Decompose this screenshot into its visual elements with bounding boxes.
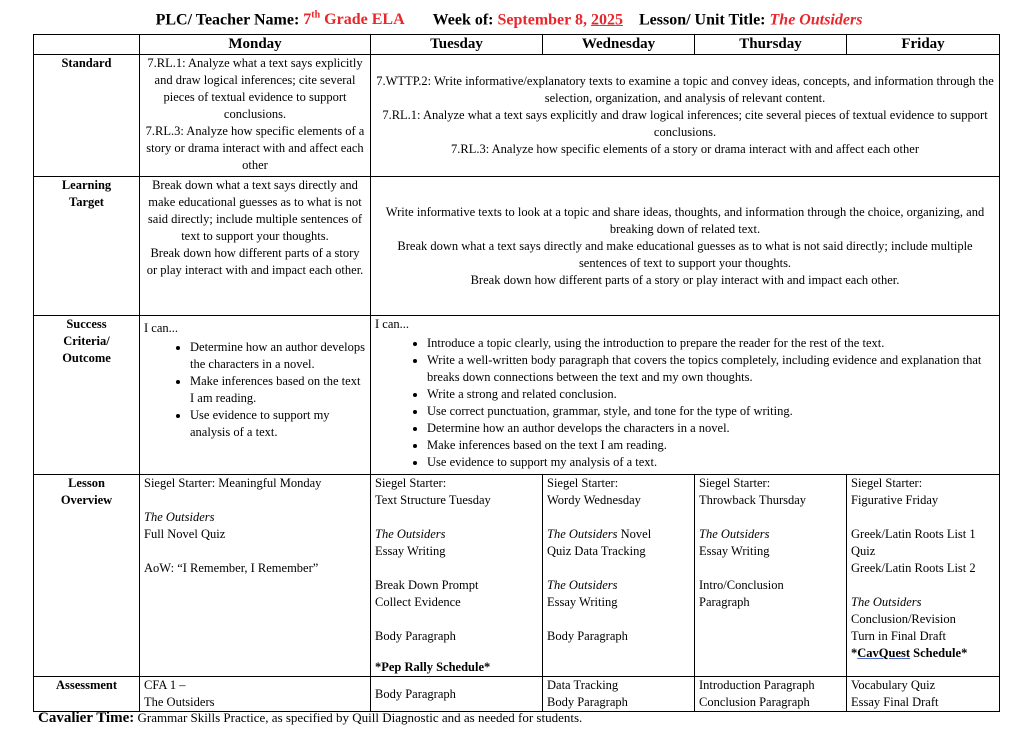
unit-label: Lesson/ Unit Title: (638, 11, 770, 29)
lesson-friday: Siegel Starter: Figurative Friday Greek/Latin Roots List 1 Quiz Greek/Latin Roots List 2 The Outsiders Conclusion/Revision Turn in Final Draft *CavQuest Schedule* (847, 475, 1000, 677)
corner-cell (34, 35, 140, 55)
teacher-label: PLC/ Teacher Name: (155, 11, 304, 29)
cavalier-time-text: Grammar Skills Practice, as specified by Quill Diagnostic and as needed for students. (134, 710, 583, 725)
day-header-friday: Friday (847, 35, 1000, 55)
assessment-wednesday: Data Tracking Body Paragraph (543, 677, 695, 712)
success-criteria-rest-of-week: I can... • Introduce a topic clearly, using the introduction to prepare the reader for the rest of the text. • Write a well-written body paragraph that covers the topics completely, including evidence and explanation that breaks down connections between the text and my own thoughts. • Write a strong and related conclusion. • Use correct punctuation, grammar, style, and tone for the type of writing. • Determine how an author develops the characters in a novel. • Make inferences based on the text I am reading. • Use evidence to support my analysis of a text. (371, 316, 1000, 475)
lesson-wednesday: Siegel Starter: Wordy Wednesday The Outsiders Novel Quiz Data Tracking The Outsiders Essay Writing Body Paragraph (543, 475, 695, 677)
lesson-thursday: Siegel Starter: Throwback Thursday The Outsiders Essay Writing Intro/Conclusion Paragraph (695, 475, 847, 677)
lesson-tuesday: Siegel Starter: Text Structure Tuesday The Outsiders Essay Writing Break Down Prompt Collect Evidence Body Paragraph *Pep Rally Schedule* (371, 475, 543, 677)
success-criteria-monday: I can... • Determine how an author develops the characters in a novel. • Make inferences based on the text I am reading. • Use evidence to support my analysis of a text. (140, 316, 371, 475)
day-header-wednesday: Wednesday (543, 35, 695, 55)
pep-rally-note: *Pep Rally Schedule* (375, 660, 491, 674)
list-item: • Determine how an author develops the characters in a novel. (427, 420, 995, 437)
list-item: • Write a strong and related conclusion. (427, 386, 995, 403)
lesson-monday: Siegel Starter: Meaningful Monday The Outsiders Full Novel Quiz AoW: “I Remember, I Remember” (140, 475, 371, 677)
week-label: Week of: (432, 11, 498, 29)
assessment-monday: CFA 1 – The Outsiders (140, 677, 371, 712)
row-label-success-criteria: Success Criteria/ Outcome (34, 316, 140, 475)
day-header-tuesday: Tuesday (371, 35, 543, 55)
list-item: • Use correct punctuation, grammar, style, and tone for the type of writing. (427, 403, 995, 420)
day-header-row (34, 35, 1000, 55)
day-header-thursday: Thursday (695, 35, 847, 55)
assessment-thursday: Introduction Paragraph Conclusion Paragraph (695, 677, 847, 712)
row-label-standard: Standard (34, 55, 140, 177)
success-criteria-row (34, 316, 1000, 475)
list-item: • Use evidence to support my analysis of a text. (190, 407, 366, 441)
document-header (0, 10, 1018, 29)
assessment-tuesday: Body Paragraph (371, 677, 543, 712)
week-value: September 8, 2025 (497, 11, 623, 29)
lesson-plan-table (33, 34, 1000, 712)
learning-target-row (34, 177, 1000, 316)
standard-monday: 7.RL.1: Analyze what a text says explicitly and draw logical inferences; cite several pieces of textual evidence to support conclusions. 7.RL.3: Analyze how specific elements of a story or drama interact with and affect each other (140, 55, 371, 177)
list-item: • Introduce a topic clearly, using the introduction to prepare the reader for the rest of the text. (427, 335, 995, 352)
standard-row (34, 55, 1000, 177)
learning-target-rest-of-week: Write informative texts to look at a topic and share ideas, thoughts, and information through the choice, organizing, and breaking down of related text. Break down what a text says directly and make educational guesses as to what is not said directly; include multiple sentences of text to support your thoughts. Break down how different parts of a story or play interact with and impact each other. (371, 177, 1000, 316)
cavalier-time-label: Cavalier Time: (38, 710, 135, 726)
day-header-monday: Monday (140, 35, 371, 55)
cavquest-note: *CavQuest Schedule* (851, 646, 968, 660)
cavalier-time-footer (38, 710, 582, 727)
assessment-row (34, 677, 1000, 712)
unit-title: The Outsiders (769, 11, 863, 29)
list-item: • Use evidence to support my analysis of a text. (427, 454, 995, 471)
list-item: • Make inferences based on the text I am reading. (427, 437, 995, 454)
list-item: • Write a well-written body paragraph that covers the topics completely, including evidence and explanation that breaks down connections between the text and my own thoughts. (427, 352, 995, 386)
standard-rest-of-week: 7.WTTP.2: Write informative/explanatory texts to examine a topic and convey ideas, concepts, and information through the selection, organization, and analysis of relevant content. 7.RL.1: Analyze what a text says explicitly and draw logical inferences; cite several pieces of textual evidence to support conclusions. 7.RL.3: Analyze how specific elements of a story or drama interact with and affect each other (371, 55, 1000, 177)
row-label-lesson-overview: Lesson Overview (34, 475, 140, 677)
teacher-grade: 7th Grade ELA (303, 10, 405, 29)
list-item: • Make inferences based on the text I am reading. (190, 373, 366, 407)
learning-target-monday: Break down what a text says directly and make educational guesses as to what is not said directly; include multiple sentences of text to support your thoughts. Break down how different parts of a story or play interact with and impact each other. (140, 177, 371, 316)
row-label-learning-target: Learning Target (34, 177, 140, 316)
row-label-assessment: Assessment (34, 677, 140, 712)
assessment-friday: Vocabulary Quiz Essay Final Draft (847, 677, 1000, 712)
lesson-overview-row (34, 475, 1000, 677)
list-item: • Determine how an author develops the characters in a novel. (190, 339, 366, 373)
